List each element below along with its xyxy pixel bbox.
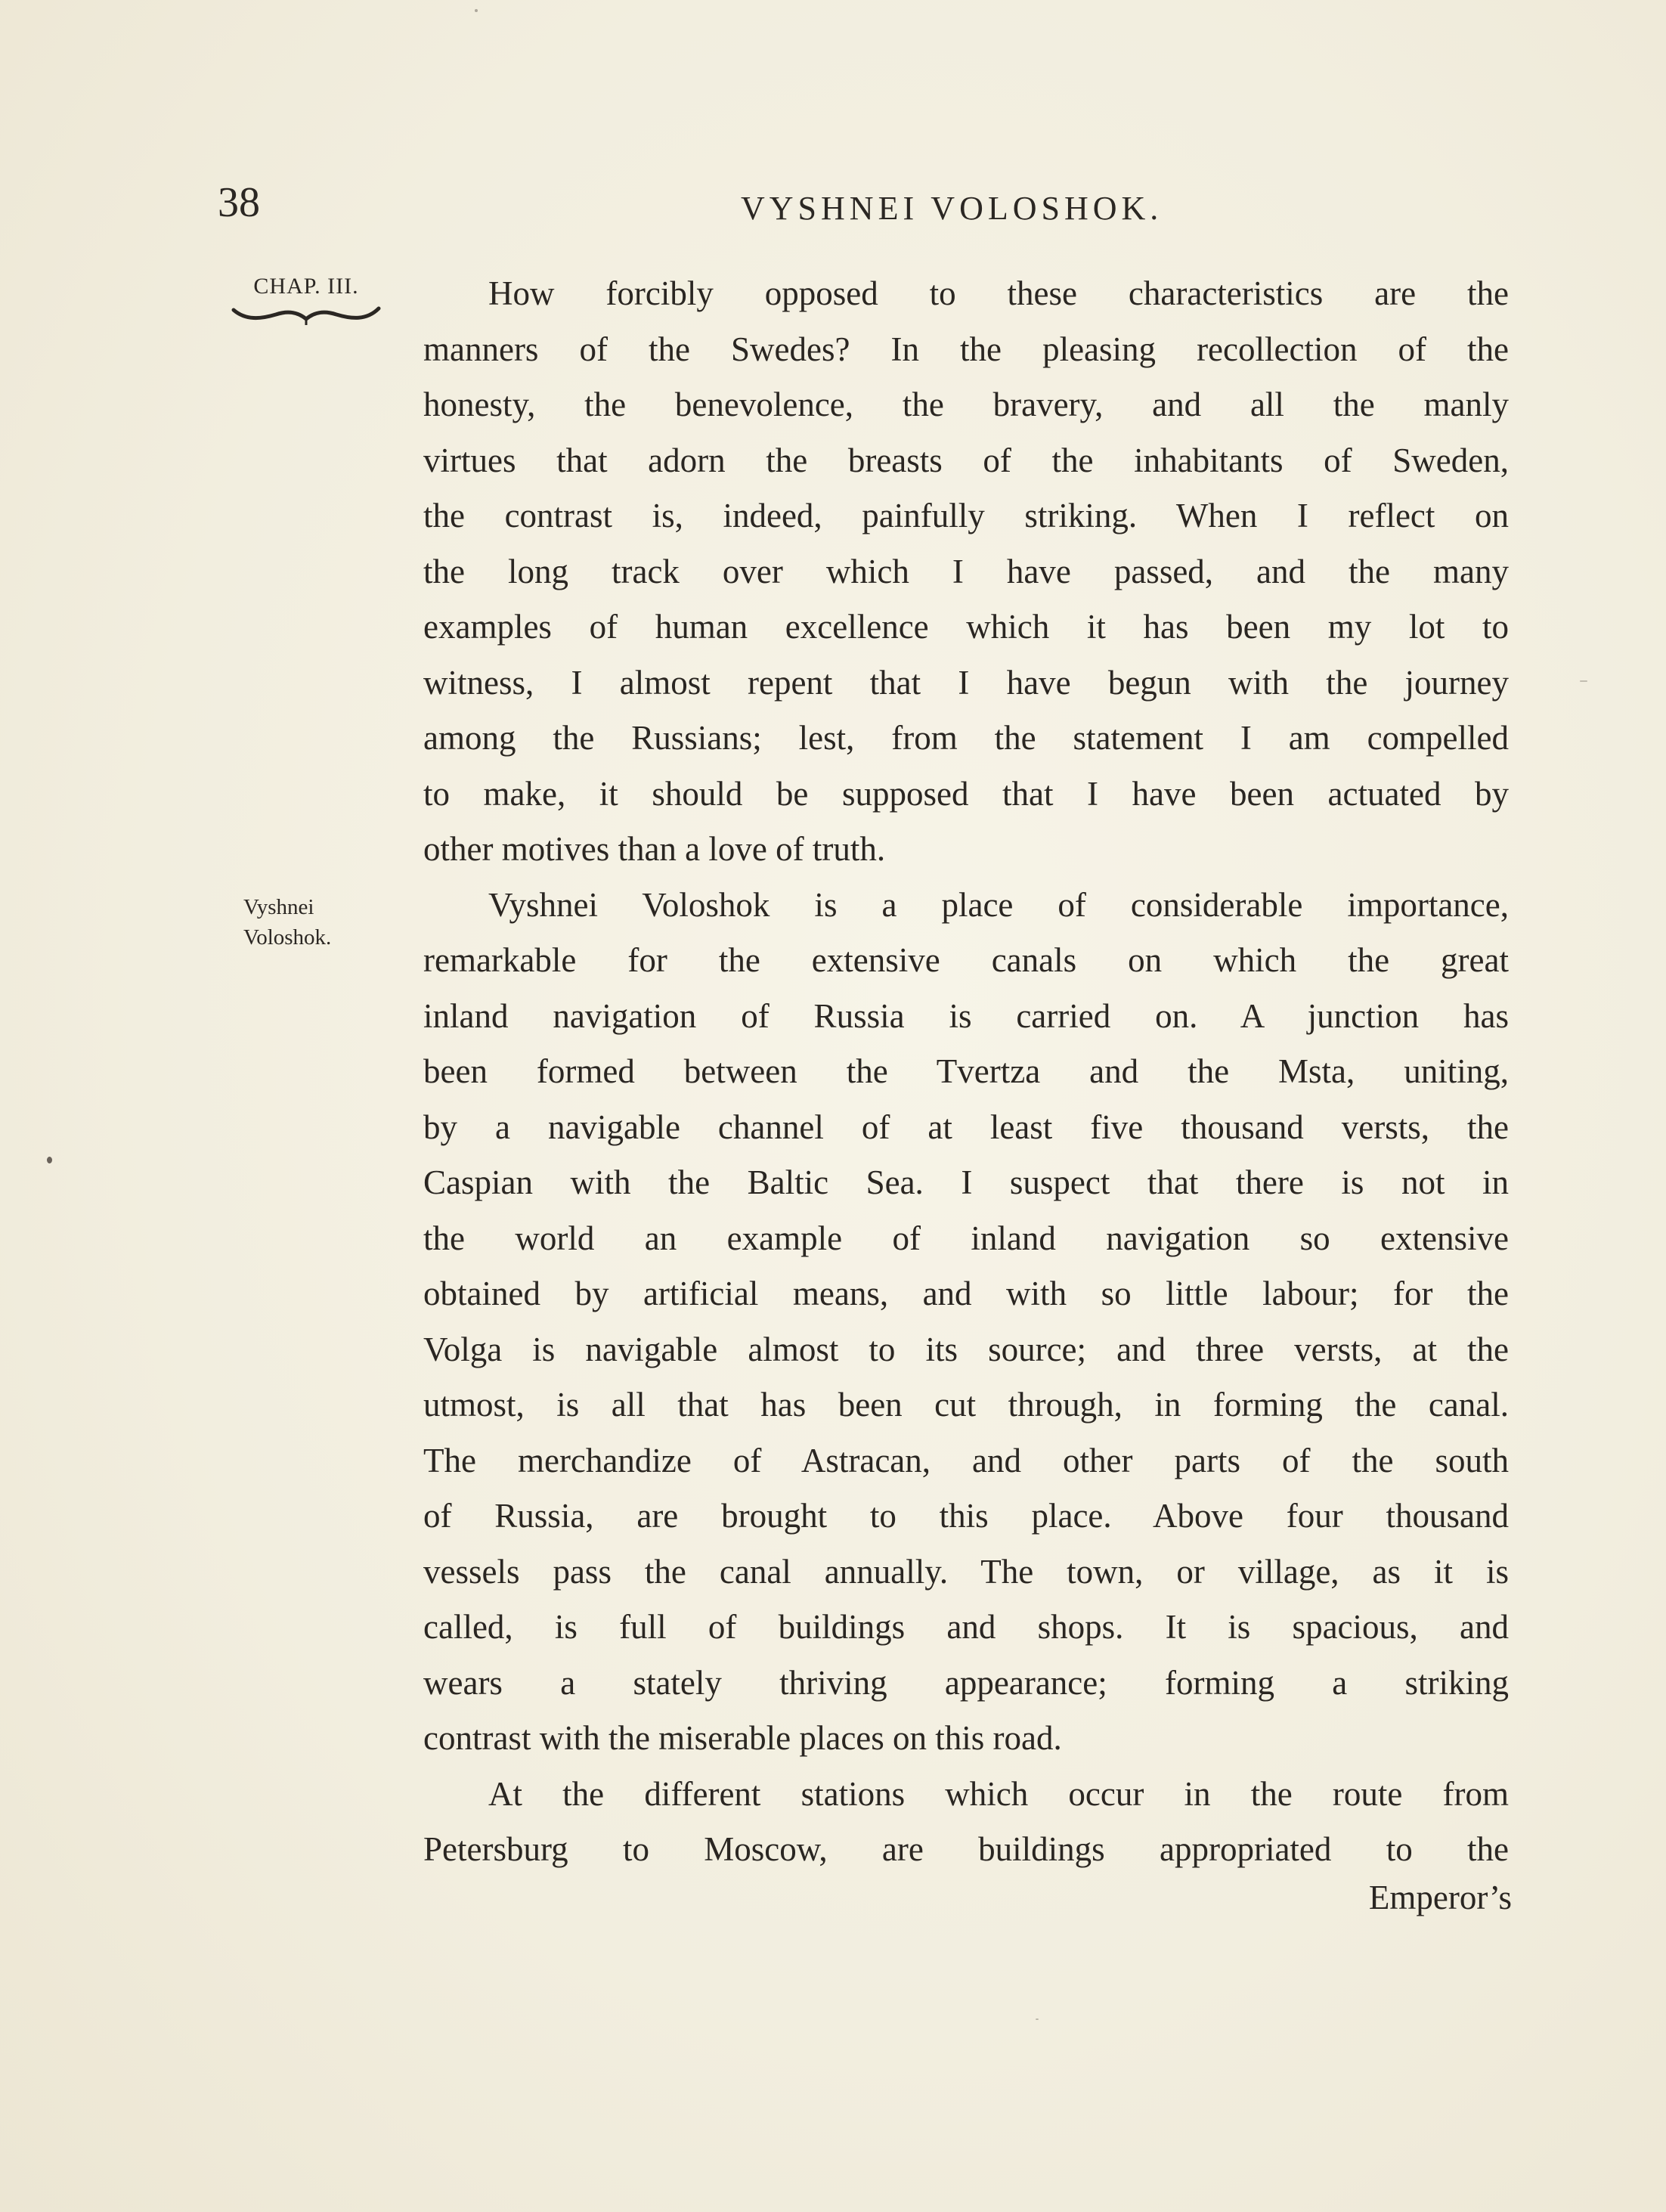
paper-speck <box>1580 680 1587 682</box>
text-line: Vyshnei Voloshok is a place of considerable importance, <box>488 885 1509 924</box>
sidenote-line: Vyshnei <box>243 895 314 919</box>
text-line: contrast with the miserable places on this road. <box>423 1719 1062 1757</box>
text-line: honesty, the benevolence, the bravery, and all the manly <box>423 386 1509 423</box>
sidenote-line: Voloshok. <box>243 925 332 950</box>
text-line: to make, it should be supposed that I have been actuated by <box>423 774 1509 813</box>
text-line: How forcibly opposed to these characteristics are the <box>488 274 1509 312</box>
paper-speck <box>1036 2018 1039 2020</box>
catchword: Emperor’s <box>1368 1879 1512 1916</box>
text-line: Caspian with the Baltic Sea. I suspect that there is not in <box>423 1163 1509 1201</box>
text-line: witness, I almost repent that I have begun with the journey <box>423 663 1509 702</box>
margin-sidenote <box>243 892 331 953</box>
paper-speck <box>475 9 478 12</box>
text-line: the contrast is, indeed, painfully striking. When I reflect on <box>423 497 1509 534</box>
text-line: manners of the Swedes? In the pleasing recollection of the <box>423 330 1509 368</box>
chapter-label: CHAP. III. <box>253 274 359 299</box>
text-line: the long track over which I have passed, and the many <box>423 552 1509 590</box>
text-line: by a navigable channel of at least five thousand versts, the <box>423 1108 1509 1146</box>
text-line: Petersburg to Moscow, are buildings appropriated to the <box>423 1830 1509 1868</box>
text-line: among the Russians; lest, from the statement I am compelled <box>423 719 1509 757</box>
text-line: At the different stations which occur in the route from <box>488 1774 1509 1813</box>
text-line: obtained by artificial means, and with so little labour; for the <box>423 1275 1509 1312</box>
running-head: VYSHNEI VOLOSHOK. <box>741 190 1163 227</box>
text-line: examples of human excellence which it has been my lot to <box>423 608 1509 646</box>
flourish-ornament-icon <box>231 304 382 327</box>
text-line: Volga is navigable almost to its source; and three versts, at the <box>423 1330 1509 1368</box>
text-line: wears a stately thriving appearance; forming a striking <box>423 1663 1509 1702</box>
body-text <box>423 266 1509 1878</box>
text-line: been formed between the Tvertza and the Msta, uniting, <box>423 1052 1509 1090</box>
text-line: utmost, is all that has been cut through, in forming the canal. <box>423 1386 1509 1424</box>
text-line: of Russia, are brought to this place. Above four thousand <box>423 1497 1509 1535</box>
text-line: virtues that adorn the breasts of the inhabitants of Sweden, <box>423 441 1509 479</box>
text-line: inland navigation of Russia is carried on. A junction has <box>423 996 1509 1035</box>
text-line: vessels pass the canal annually. The town, or village, as it is <box>423 1552 1509 1591</box>
page-number: 38 <box>218 179 260 226</box>
text-line: called, is full of buildings and shops. It is spacious, and <box>423 1608 1509 1646</box>
text-line: remarkable for the extensive canals on which the great <box>423 941 1509 979</box>
paper-speck <box>47 1157 52 1163</box>
chapter-marker <box>227 275 386 327</box>
text-line: the world an example of inland navigation so extensive <box>423 1219 1509 1257</box>
text-line: The merchandize of Astracan, and other parts of the south <box>423 1441 1509 1479</box>
text-line: other motives than a love of truth. <box>423 830 886 868</box>
